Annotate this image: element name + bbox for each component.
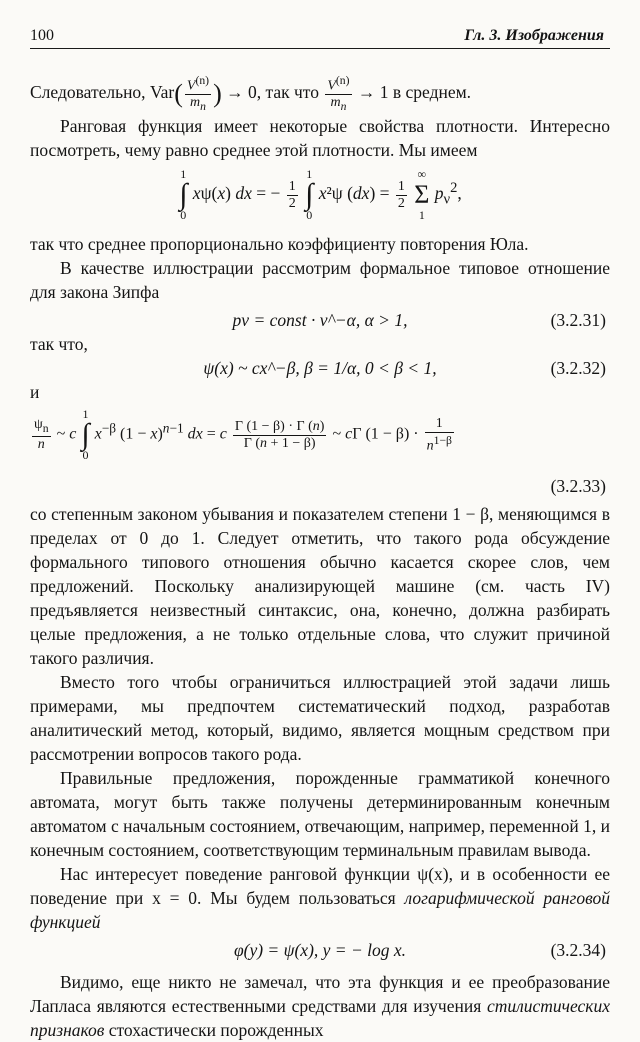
paragraph: В качестве иллюстрации рассмотрим формальное типовое отношение для закона Зипфа <box>30 258 610 302</box>
equation-3-2-32: ψ(x) ~ cx^−β, β = 1/α, 0 < β < 1, (3.2.32) <box>203 358 606 378</box>
running-header <box>30 24 610 49</box>
page-number: 100 <box>30 27 54 44</box>
equation-3-2-33: $\frac{\psi_n}{n}$ ~ c 1 ∫ 0 $x^{-\beta}$ $(1 - x)^{n-1}$ dx = c $\frac{\Gamma (1 - \beta) \cdot \Gamma (n)}{\Gamma (n + 1 - \beta)}$ ~ cΓ (1 − β) · $\frac{1}{n^{1-\beta}}$ <box>34 407 452 462</box>
paragraph: со степенным законом убывания и показателем степени 1 − β, меняющимся в пределах от 0 до 1. Следует отметить, что такого рода обсуждение формального типового отношения обычно касается скорее слов, чем предложений. Поскольку анализирующей машине (см. часть IV) предъявляется неизвестный синтаксис, она, конечно, должна разбирать целые предложения, а не только отдельные слова, что служит причиной такого различия. <box>30 504 610 668</box>
paragraph: Нас интересует поведение ранговой функции ψ(x), и в особенности ее поведение при x = 0. Мы будем пользоваться логарифмической ранговой функцией <box>30 864 610 932</box>
var-line: Следовательно, Var( $\frac{V^{(n)}}{m_n}$ ) → 0, так что $\frac{V^{(n)}}{m_n}$ → 1 в среднем. <box>30 73 472 114</box>
paragraph: Видимо, еще никто не замечал, что эта функция и ее преобразование Лапласа являются естественными средствами для изучения стилистических признаков стохастически порожденных <box>30 972 611 1040</box>
paragraph: Вместо того чтобы ограничиться иллюстрацией этой задачи лишь примерами, мы предпочтем систематический подход, разработав аналитический метод, который, видимо, является мощным средством при рассмотрении вопросов такого рода. <box>30 672 610 764</box>
equation-3-2-31: pν = const · ν^−α, α > 1, (3.2.31) <box>232 310 606 330</box>
integral-equation: 1 ∫ 0 xψ(x) dx = − $\frac{1}{2}$ 1 ∫ 0 x²ψ (dx) = $\frac{1}{2}$ ∞ Σ 1 $p_\nu^2$, <box>179 167 462 222</box>
text-so: так что, <box>30 334 88 354</box>
equation-number-3-2-33: (3.2.33) <box>550 476 606 496</box>
page-body <box>30 72 610 1042</box>
equation-3-2-34: φ(y) = ψ(x), y = − log x. (3.2.34) <box>233 940 606 960</box>
running-title: Гл. 3. Изображения <box>464 27 604 44</box>
paragraph: Правильные предложения, порожденные грамматикой конечного автомата, могут быть также получены детерминированным конечным автоматом с начальным состоянием, отвечающим, например, переменной 1, и конечным состоянием, соответствующим терминальным правилам вывода. <box>30 768 610 860</box>
text-and: и <box>30 382 40 402</box>
paragraph: так что среднее пропорционально коэффициенту повторения Юла. <box>30 234 529 254</box>
paragraph: Ранговая функция имеет некоторые свойства плотности. Интересно посмотреть, чему равно среднее этой плотности. Мы имеем <box>30 116 610 160</box>
